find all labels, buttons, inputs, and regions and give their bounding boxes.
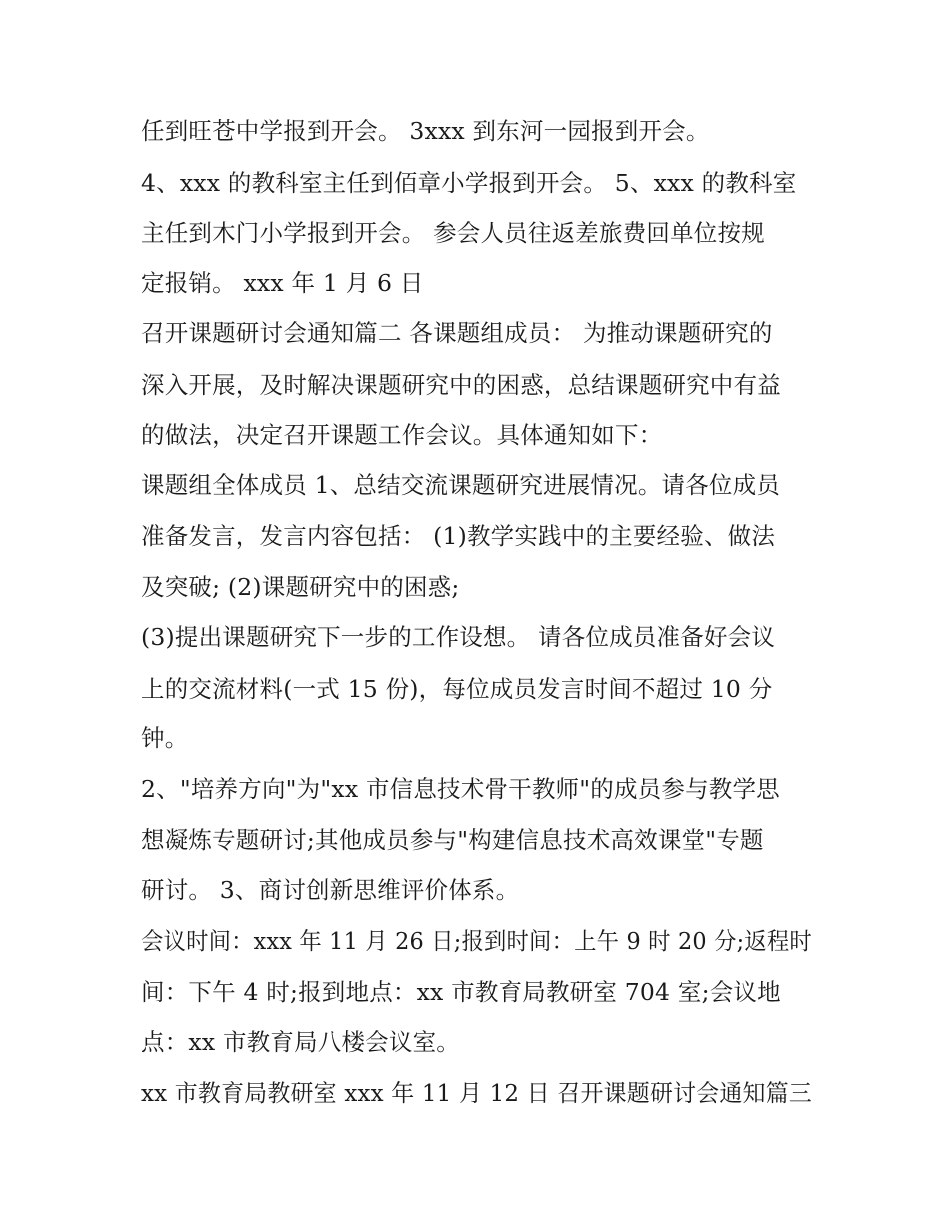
text-line-9: 准备发言，发言内容包括： (1)教学实践中的主要经验、做法	[141, 522, 776, 550]
text-line-11: (3)提出课题研究下一步的工作设想。 请各位成员准备好会议	[141, 623, 776, 651]
text-line-4: 定报销。 xxx 年 1 月 6 日	[141, 269, 424, 297]
text-line-20: xx 市教育局教研室 xxx 年 11 月 12 日 召开课题研讨会通知篇三	[141, 1079, 813, 1107]
text-line-16: 研讨。 3、商讨创新思维评价体系。	[141, 876, 520, 904]
text-line-7: 的做法，决定召开课题工作会议。具体通知如下：	[141, 421, 663, 449]
text-line-3: 主任到木门小学报到开会。 参会人员往返差旅费回单位按规	[141, 219, 765, 247]
text-line-17: 会议时间：xxx 年 11 月 26 日;报到时间：上午 9 时 20 分;返程时	[141, 927, 812, 955]
text-line-8: 课题组全体成员 1、总结交流课题研究进展情况。请各位成员	[141, 471, 781, 499]
text-line-13: 钟。	[141, 724, 189, 752]
text-line-10: 及突破; (2)课题研究中的困惑;	[141, 573, 460, 601]
text-line-18: 间：下午 4 时;报到地点：xx 市教育局教研室 704 室;会议地	[141, 978, 781, 1006]
text-line-12: 上的交流材料(一式 15 份)，每位成员发言时间不超过 10 分	[141, 675, 773, 703]
text-line-5: 召开课题研讨会通知篇二 各课题组成员： 为推动课题研究的	[141, 319, 773, 347]
text-line-6: 深入开展，及时解决课题研究中的困惑，总结课题研究中有益	[141, 371, 781, 399]
text-line-1: 任到旺苍中学报到开会。 3xxx 到东河一园报到开会。	[141, 117, 710, 145]
text-line-19: 点：xx 市教育局八楼会议室。	[141, 1028, 460, 1056]
text-line-2: 4、xxx 的教科室主任到佰章小学报到开会。 5、xxx 的教科室	[141, 169, 797, 197]
text-line-15: 想凝炼专题研讨;其他成员参与"构建信息技术高效课堂"专题	[141, 826, 764, 854]
text-line-14: 2、"培养方向"为"xx 市信息技术骨干教师"的成员参与教学思	[141, 775, 780, 803]
